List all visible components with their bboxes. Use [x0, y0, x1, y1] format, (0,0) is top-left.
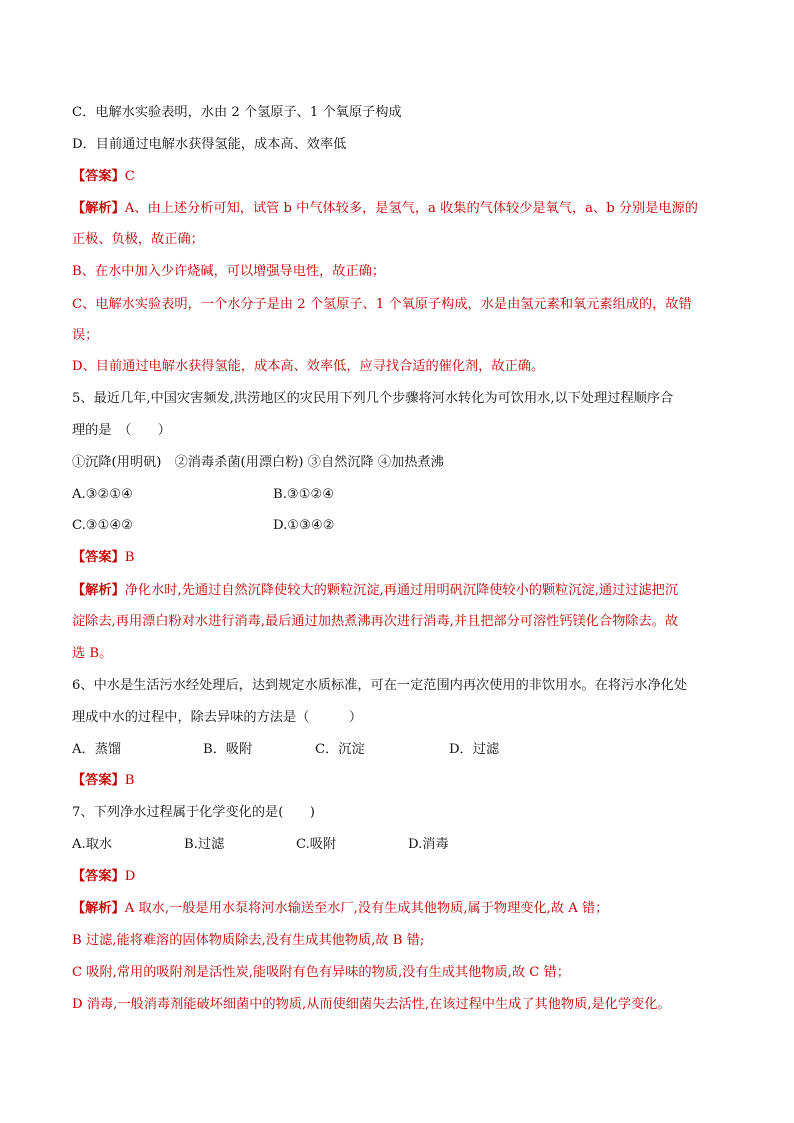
q7-analysis-line-2: B 过滤,能将难溶的固体物质除去,没有生成其他物质,故 B 错;: [72, 933, 425, 948]
q4-answer: [72, 168, 728, 186]
q6-stem-line-2: 理成中水的过程中，除去异味的方法是（ ）: [72, 710, 363, 725]
q4-option-d: D．目前通过电解水获得氢能，成本高、效率低: [72, 137, 347, 152]
q5-analysis-line-1: 【解析】净化水时,先通过自然沉降使较大的颗粒沉淀,再通过用明矾沉降使较小的颗粒沉淀,通过过滤把沉: [72, 583, 679, 598]
q7-analysis-line-3: C 吸附,常用的吸附剂是活性炭,能吸附有色有异味的物质,没有生成其他物质,故 C 错；: [72, 965, 570, 980]
q4-analysis-line-2: 正极、负极，故正确；: [72, 232, 204, 247]
q6-option-c: C．沉淀: [315, 742, 365, 757]
q6-stem-line-1: 6、中水是生活污水经处理后，达到规定水质标准，可在一定范围内再次使用的非饮用水。在将污水净化处: [72, 678, 688, 693]
q6-option-b: B．吸附: [203, 742, 253, 757]
analysis-label: 【解析】: [72, 901, 125, 916]
q4-analysis-line-3: B、在水中加入少许烧碱，可以增强导电性，故正确；: [72, 264, 386, 279]
q7-option-b: B.过滤: [184, 837, 225, 852]
answer-value: B: [124, 773, 135, 788]
q4-analysis-line-5: 误；: [72, 328, 99, 343]
q6-option-a: A．蒸馏: [72, 742, 122, 757]
q5-options-row-2: [72, 517, 728, 535]
q4-analysis-line-4: C、电解水实验表明，一个水分子是由 2 个氢原子、1 个氧原子构成，水是由氢元素和氧元素组成的，故错: [72, 297, 692, 312]
q5-stem-line-1: 5、最近几年,中国灾害频发,洪涝地区的灾民用下列几个步骤将河水转化为可饮用水,以下处理过程顺序合: [72, 391, 674, 406]
q7-option-c: C.吸附: [296, 837, 337, 852]
q5-answer: [72, 549, 728, 567]
q7-analysis-line-4: D 消毒,一般消毒剂能破坏细菌中的物质,从而使细菌失去活性,在该过程中生成了其他物质,是化学变化。: [72, 997, 671, 1012]
q7-option-a: A.取水: [72, 837, 113, 852]
analysis-label: 【解析】: [72, 201, 125, 216]
q6-answer: [72, 772, 728, 790]
q5-analysis-line-2: 淀除去,再用漂白粉对水进行消毒,最后通过加热煮沸再次进行消毒,并且把部分可溶性钙镁化合物除去。故: [72, 614, 679, 629]
q7-answer: [72, 868, 728, 886]
q5-analysis-line-3: 选 B。: [72, 646, 113, 661]
q4-option-c: C．电解水实验表明，水由 2 个氢原子、1 个氧原子构成: [72, 105, 402, 120]
q5-options-row-1: [72, 486, 728, 504]
analysis-label: 【解析】: [72, 583, 125, 598]
q7-analysis-line-1: 【解析】A 取水,一般是用水泵将河水输送至水厂,没有生成其他物质,属于物理变化,故 A 错；: [72, 901, 609, 916]
q4-analysis-line-1: 【解析】A、由上述分析可知，试管 b 中气体较多，是氢气，a 收集的气体较少是氧气，a、b 分别是电源的: [72, 201, 698, 216]
q7-stem: 7、下列净水过程属于化学变化的是( ): [72, 805, 315, 820]
q4-analysis-line-6: D、目前通过电解水获得氢能，成本高、效率低，应寻找合适的催化剂，故正确。: [72, 359, 545, 374]
answer-value: C: [124, 169, 135, 184]
answer-label: 【答案】: [72, 869, 125, 884]
q6-option-d: D．过滤: [449, 742, 500, 757]
q5-option-a: A.③②①④: [72, 487, 134, 502]
answer-label: 【答案】: [72, 169, 125, 184]
answer-value: B: [124, 550, 135, 565]
q5-steps: ①沉降(用明矾) ②消毒杀菌(用漂白粉) ③自然沉降 ④加热煮沸: [72, 455, 444, 470]
q6-options: [72, 741, 728, 759]
q5-option-c: C.③①④②: [72, 518, 134, 533]
answer-label: 【答案】: [72, 550, 125, 565]
q7-options: [72, 836, 728, 854]
q5-stem-line-2: 理的是 （ ）: [72, 423, 171, 438]
answer-value: D: [124, 869, 136, 884]
q5-option-b: B.③①②④: [273, 487, 335, 502]
answer-label: 【答案】: [72, 773, 125, 788]
q5-option-d: D.①③④②: [273, 518, 335, 533]
q7-option-d: D.消毒: [408, 837, 449, 852]
